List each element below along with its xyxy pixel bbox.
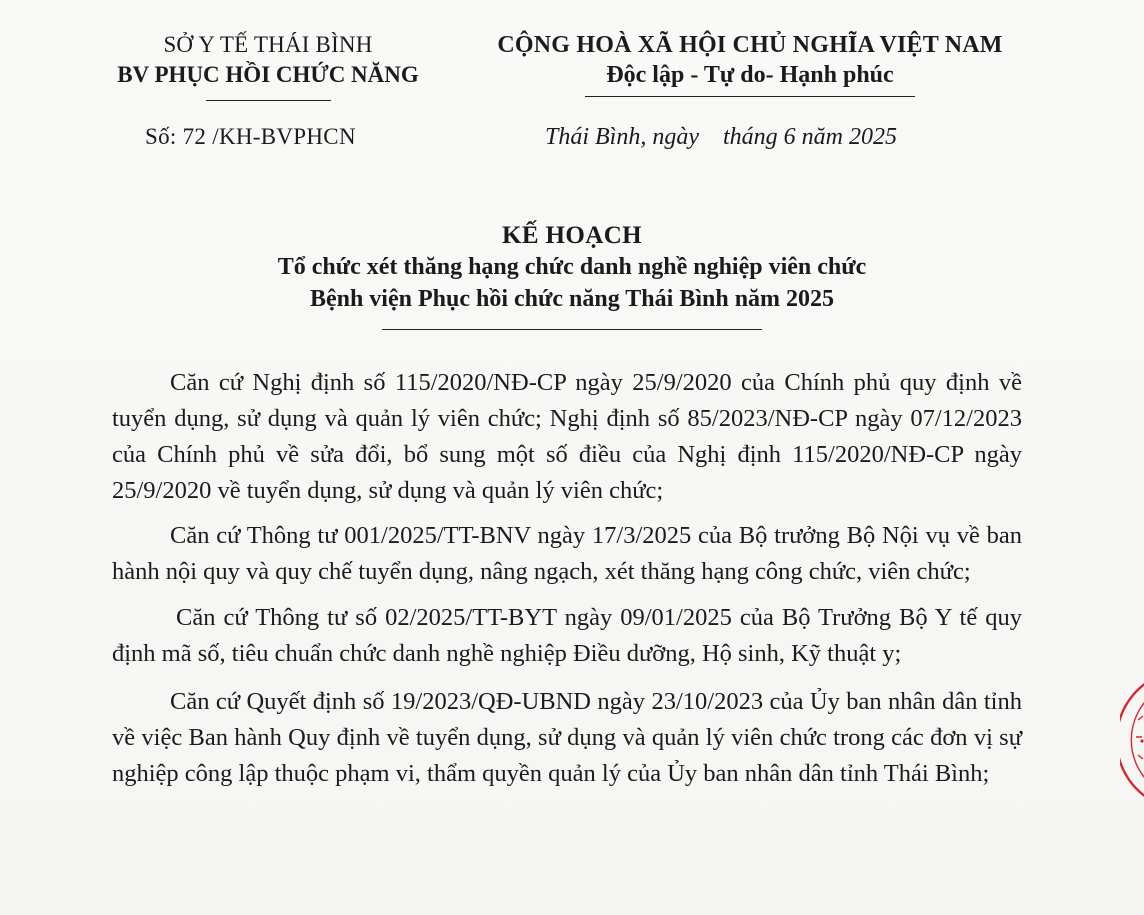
legal-basis-paragraph: Căn cứ Nghị định số 115/2020/NĐ-CP ngày 25/9/2020 của Chính phủ quy định về tuyển dụng, sử dụng và quản lý viên chức; Nghị định số 85/2023/NĐ-CP ngày 07/12/2023 của Chính phủ về sửa đổi, bổ sung một số điều của Nghị định 115/2020/NĐ-CP ngày 25/9/2020 về tuyển dụng, sử dụng và quản lý viên chức; (112, 369, 1022, 504)
legal-basis-paragraph: Căn cứ Thông tư 001/2025/TT-BNV ngày 17/3/2025 của Bộ trưởng Bộ Nội vụ về ban hành nội quy và quy chế tuyển dụng, nâng ngạch, xét thăng hạng công chức, viên chức; (112, 522, 1022, 585)
agency-underline (206, 100, 331, 101)
parent-agency: SỞ Y TẾ THÁI BÌNH (163, 32, 373, 57)
national-motto: Độc lập - Tự do- Hạnh phúc (606, 62, 894, 88)
document-subject-line-2: Bệnh viện Phục hồi chức năng Thái Bình năm 2025 (309, 286, 835, 312)
national-title: CỘNG HOÀ XÃ HỘI CHỦ NGHĨA VIỆT NAM (497, 32, 1003, 58)
red-seal-stamp (1120, 665, 1144, 815)
legal-basis-paragraph: Căn cứ Quyết định số 19/2023/QĐ-UBND ngày 23/10/2023 của Ủy ban nhân dân tỉnh về việc Ban hành Quy định về tuyển dụng, sử dụng và quản lý viên chức trong các đơn vị sự nghiệp công lập thuộc phạm vi, thẩm quyền quản lý của Ủy ban nhân dân tỉnh Thái Bình; (112, 688, 1022, 787)
document-number: Số: 72 /KH-BVPHCN (145, 124, 356, 149)
document-body (112, 365, 1022, 804)
document-type: KẾ HOẠCH (501, 222, 643, 249)
motto-underline (585, 96, 915, 97)
legal-basis-paragraph: Căn cứ Thông tư số 02/2025/TT-BYT ngày 09/01/2025 của Bộ Trưởng Bộ Y tế quy định mã số, tiêu chuẩn chức danh nghề nghiệp Điều dưỡng, Hộ sinh, Kỹ thuật y; (112, 604, 1022, 667)
title-underline (382, 329, 762, 330)
issuing-agency-block (88, 30, 448, 101)
national-header-block (470, 30, 1030, 97)
document-subject-line-1: Tổ chức xét thăng hạng chức danh nghề nghiệp viên chức (277, 254, 867, 280)
issuing-organization: BV PHỤC HỒI CHỨC NĂNG (117, 62, 419, 87)
place-and-date: Thái Bình, ngày tháng 6 năm 2025 (545, 124, 897, 150)
document-title-block (0, 220, 1144, 330)
